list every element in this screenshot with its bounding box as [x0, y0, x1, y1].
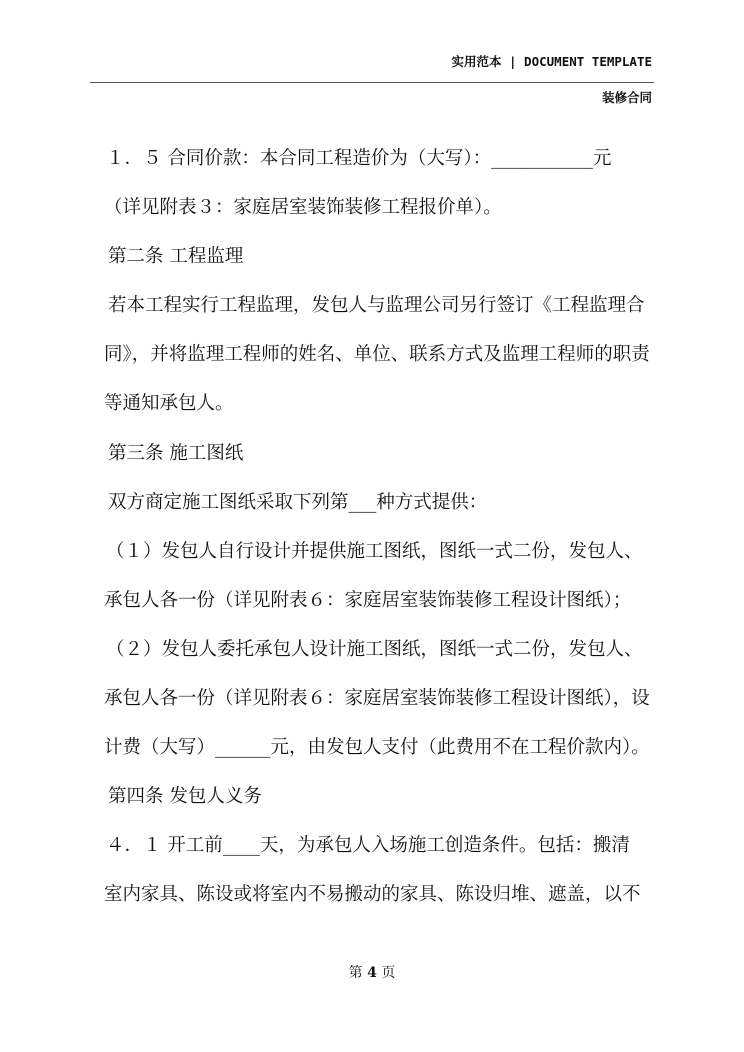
footer-prefix: 第	[348, 965, 363, 981]
header-subtitle: 装修合同	[601, 90, 652, 105]
header-divider	[90, 82, 654, 83]
option-1-line-2: 承包人各一份（详见附表６：家庭居室装饰装修工程设计图纸）；	[104, 589, 632, 611]
article-3-heading: 第三条 施工图纸	[108, 442, 244, 464]
article-2-line-2: 同》，并将监理工程师的姓名、单位、联系方式及监理工程师的职责	[104, 344, 650, 366]
option-2-line-3: 计费（大写）______元，由发包人支付（此费用不在工程价款内）。	[104, 737, 650, 759]
clause-4-1-line-1: ４．１ 开工前____天，为承包人入场施工创造条件。包括：搬清	[106, 835, 630, 857]
article-2-line-1: 若本工程实行工程监理，发包人与监理公司另行签订《工程监理合	[108, 295, 645, 317]
option-1-line-1: （１）发包人自行设计并提供施工图纸，图纸一式二份，发包人、	[106, 540, 643, 562]
header-title: 实用范本 | DOCUMENT TEMPLATE	[451, 54, 652, 69]
footer-suffix: 页	[381, 965, 396, 981]
article-2-line-3: 等通知承包人。	[104, 393, 234, 415]
clause-4-1-line-2: 室内家具、陈设或将室内不易搬动的家具、陈设归堆、遮盖，以不	[104, 884, 641, 906]
page-number: 4	[367, 965, 377, 981]
option-2-line-1: （２）发包人委托承包人设计施工图纸，图纸一式二份，发包人、	[106, 638, 643, 660]
option-2-line-2: 承包人各一份（详见附表６：家庭居室装饰装修工程设计图纸），设	[104, 688, 650, 710]
clause-1-5-line-1: １．５ 合同价款：本合同工程造价为（大写）：___________元	[106, 148, 612, 169]
article-4-heading: 第四条 发包人义务	[108, 786, 262, 808]
document-body	[104, 134, 664, 920]
article-3-line-1: 双方商定施工图纸采取下列第___种方式提供：	[108, 491, 488, 513]
page-footer	[0, 962, 744, 982]
clause-1-5-line-2: （详见附表３：家庭居室装饰装修工程报价单）。	[104, 197, 502, 219]
article-2-heading: 第二条 工程监理	[108, 246, 244, 268]
